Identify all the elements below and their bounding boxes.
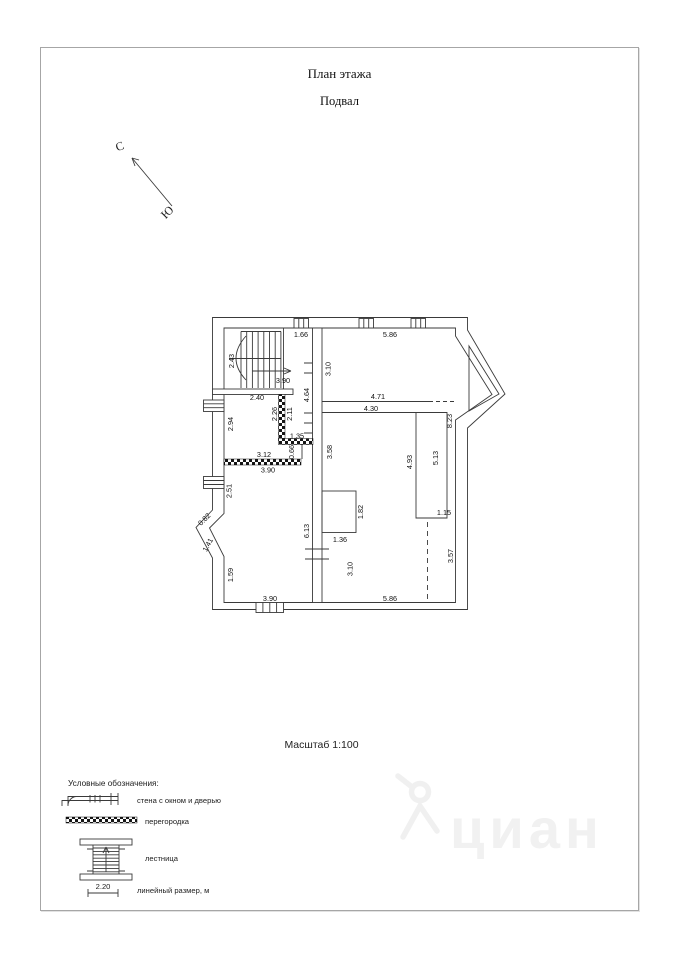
dim-label: 1.15 — [436, 508, 452, 517]
dim-label: 1.41 — [200, 536, 216, 554]
dim-label: 2.94 — [226, 416, 235, 432]
wall-window-door-icon — [62, 793, 118, 806]
dim-label: 0.66 — [287, 444, 296, 460]
dim-label: 3.12 — [256, 450, 272, 459]
dim-label: 1.82 — [356, 504, 365, 520]
legend-linear-dim-label: линейный размер, м — [137, 886, 210, 895]
dim-label: 2.43 — [227, 353, 236, 369]
window-icon — [359, 319, 374, 329]
dim-label: 4.30 — [363, 404, 379, 413]
dim-label: 2.40 — [249, 393, 265, 402]
window-icon — [411, 319, 426, 329]
dim-label: 4.71 — [370, 392, 386, 401]
dim-label: 4.93 — [405, 454, 414, 470]
dim-label: 1.66 — [293, 330, 309, 339]
dim-label: 3.57 — [446, 548, 455, 564]
window-icon — [256, 603, 284, 613]
watermark-logo-icon — [398, 776, 437, 837]
dim-label: 3.90 — [262, 594, 278, 603]
window-icon — [294, 319, 309, 329]
legend-sample-dimension: 2.20 — [95, 882, 111, 891]
compass-south-label: Ю — [157, 202, 177, 222]
dim-label: 1.59 — [226, 567, 235, 583]
legend-stairs-label: лестница — [145, 854, 178, 863]
dim-label: 2.11 — [285, 407, 294, 421]
dim-label: 5.86 — [382, 330, 398, 339]
dim-label: 3.10 — [323, 361, 333, 377]
compass-north-label: С — [113, 138, 126, 155]
north-arrow — [113, 138, 176, 221]
legend-heading: Условные обозначения: — [68, 779, 159, 788]
linear-dimension-icon — [88, 882, 118, 897]
dim-label: 5.86 — [382, 594, 398, 603]
watermark-brand-text: циан — [450, 797, 604, 860]
dim-label: 3.90 — [260, 465, 276, 475]
window-icon — [204, 400, 225, 412]
dim-label: 2.51 — [224, 483, 234, 499]
dim-label: 0.82 — [196, 511, 213, 528]
legend-partition-label: перегородка — [145, 817, 190, 826]
dim-label: 6.13 — [302, 523, 311, 539]
dim-label: 3.90 — [275, 376, 291, 385]
scale-label: Масштаб 1:100 — [284, 739, 359, 751]
dim-label: 5.13 — [431, 450, 440, 466]
dim-label: 1.36 — [332, 535, 348, 544]
dim-label: 4.64 — [302, 387, 311, 403]
page-subtitle: Подвал — [320, 94, 359, 108]
dim-label: 8.23 — [445, 413, 454, 429]
partition-icon — [66, 817, 137, 823]
stairs-icon — [80, 839, 132, 880]
dim-label: 2.26 — [270, 406, 279, 422]
legend-wall-label: стена с окном и дверью — [137, 796, 221, 805]
page-title: План этажа — [307, 66, 372, 81]
legend — [62, 779, 221, 897]
dim-label: 1.35 — [289, 431, 305, 441]
window-icon — [204, 477, 225, 489]
dim-label: 3.10 — [345, 561, 355, 577]
dim-label: 3.58 — [325, 444, 334, 460]
